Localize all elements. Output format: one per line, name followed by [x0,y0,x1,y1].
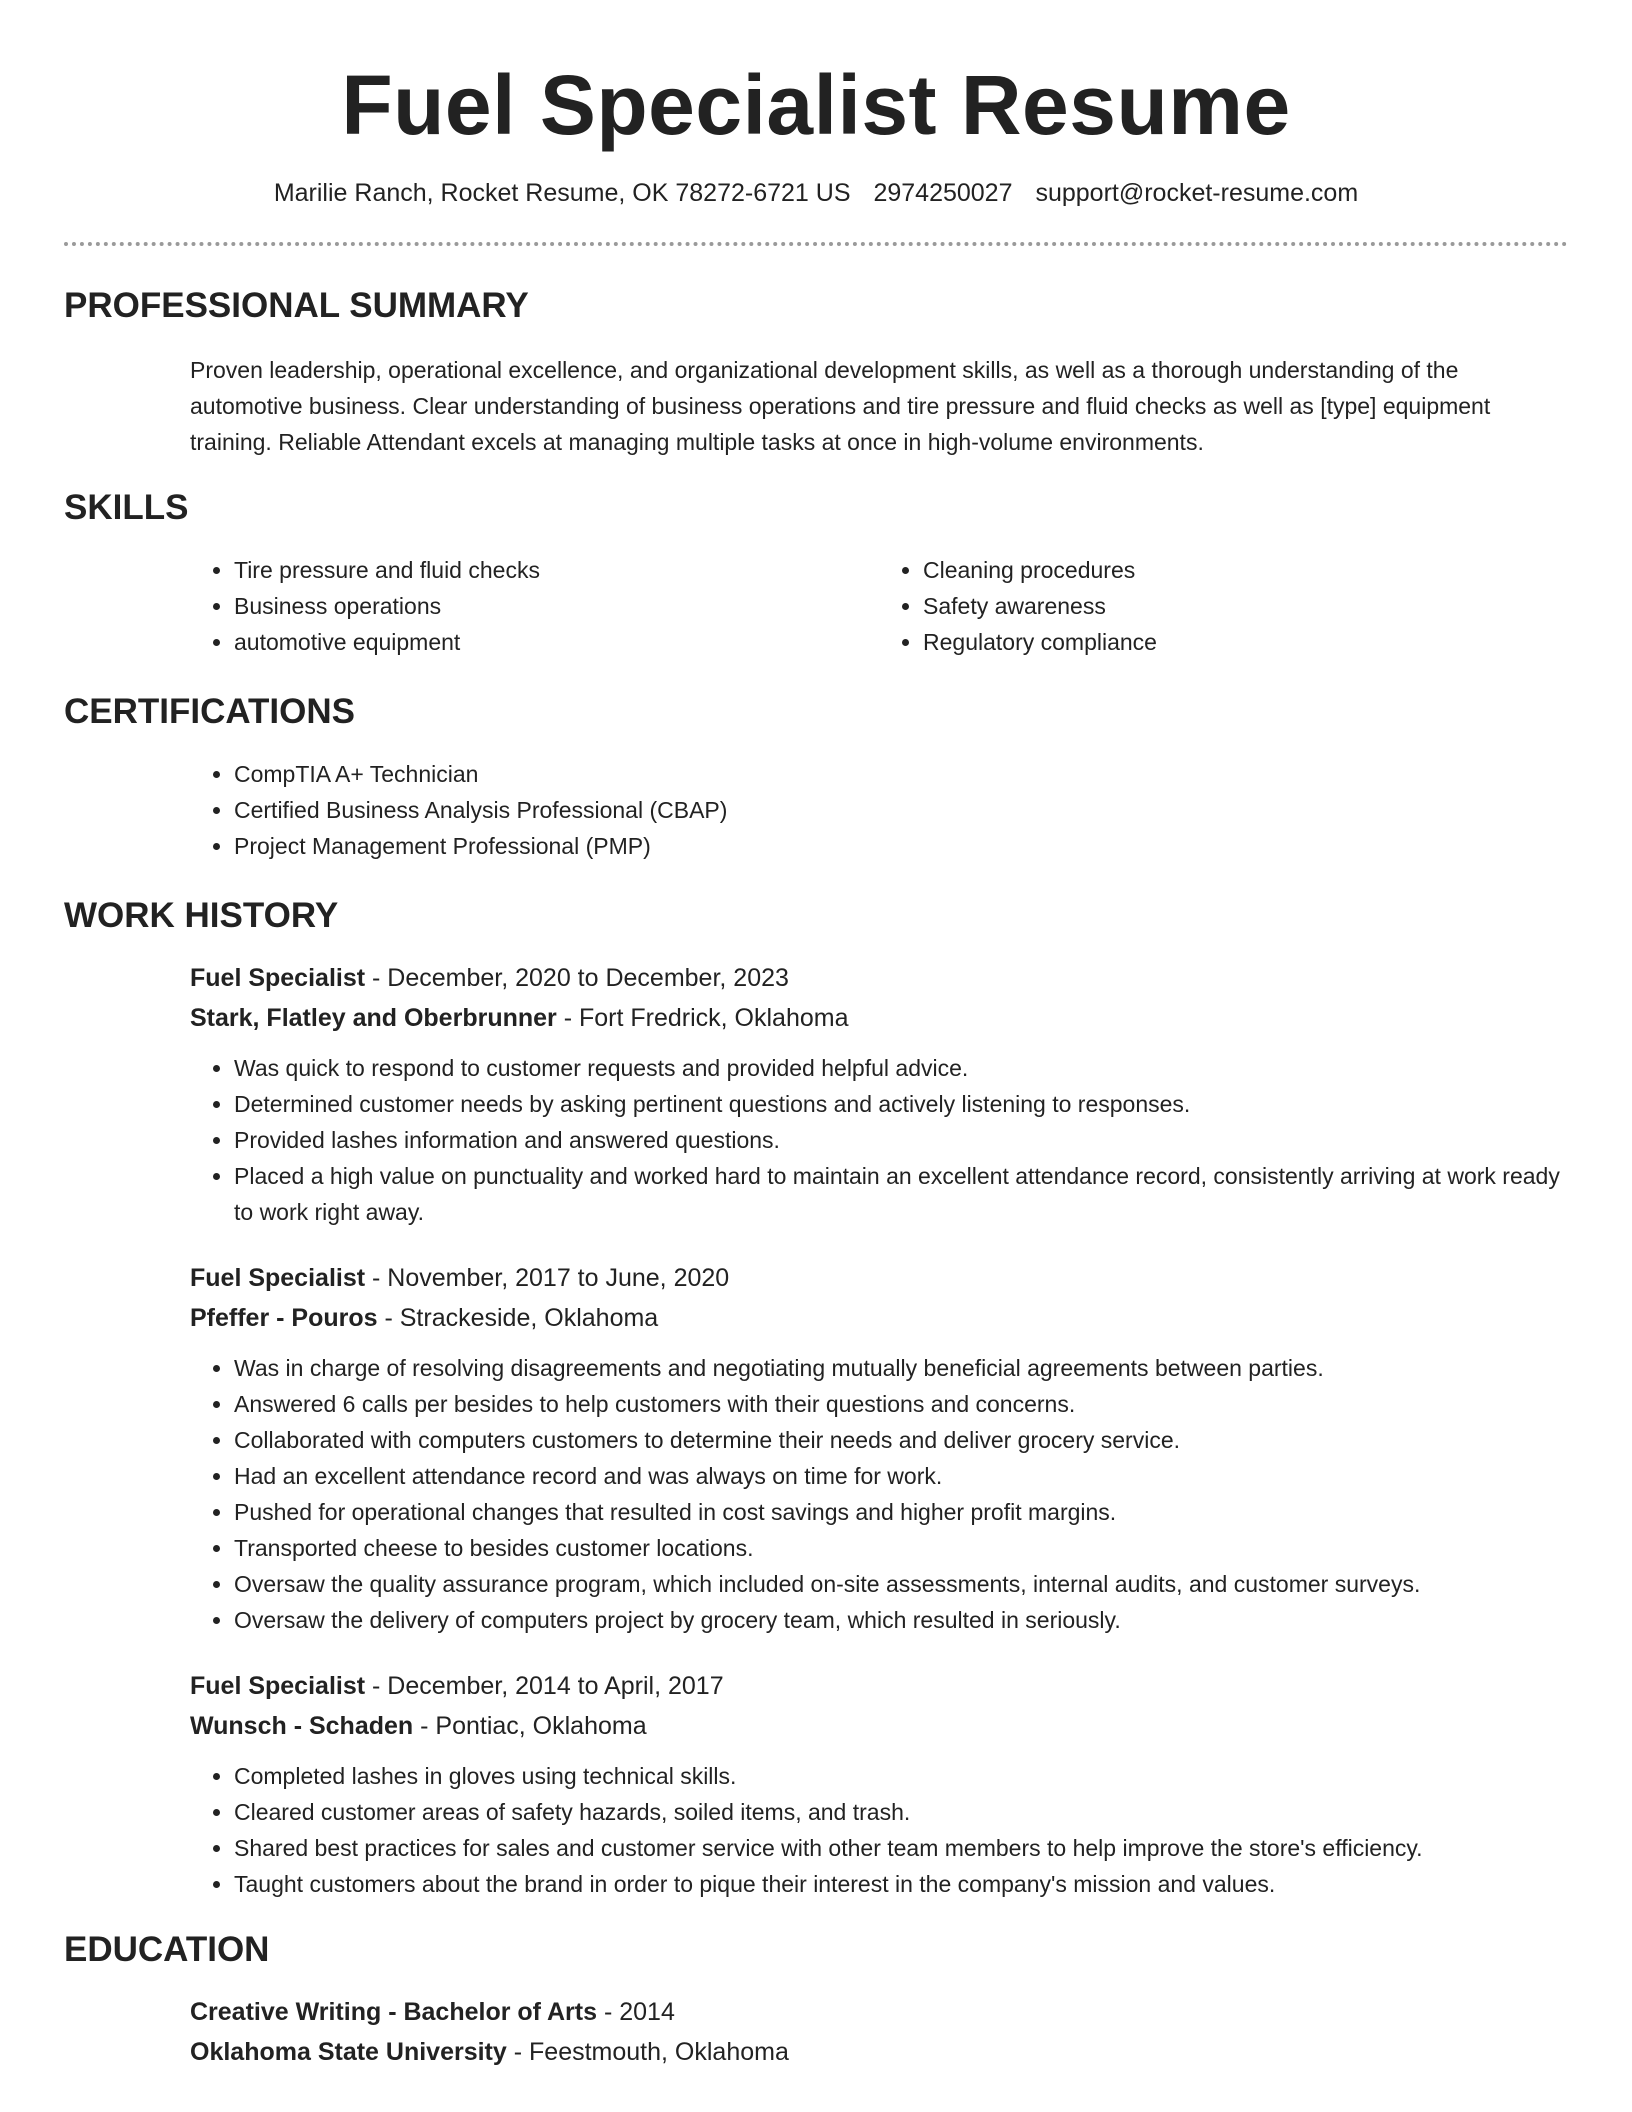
job-entry [190,1666,1568,1902]
contact-line [64,178,1568,208]
job-title: Fuel Specialist [190,1264,366,1292]
skill-item: • automotive equipment [234,624,879,660]
job-company-line [190,998,1568,1038]
job-bullet: • Was in charge of resolving disagreements and negotiating mutually beneficial agreements between parties. [234,1350,1568,1386]
job-title-line [190,958,1568,998]
job-location: - Pontiac, Oklahoma [413,1712,647,1740]
job-dates: - December, 2020 to December, 2023 [365,964,789,992]
work-history-section [64,896,1568,1902]
school-name: Oklahoma State University [190,2038,507,2066]
job-bullet: • Oversaw the delivery of computers project by grocery team, which resulted in seriously. [234,1602,1568,1638]
skill-item: • Regulatory compliance [923,624,1568,660]
job-bullet: • Pushed for operational changes that resulted in cost savings and higher profit margins. [234,1494,1568,1530]
address-text: Marilie Ranch, Rocket Resume, OK 78272-6721 US [273,179,851,207]
summary-section [64,286,1568,460]
skill-item: • Safety awareness [923,588,1568,624]
job-company: Pfeffer - Pouros [190,1304,378,1332]
header-divider [64,242,1568,246]
job-company-line [190,1298,1568,1338]
job-location: - Strackeside, Oklahoma [377,1304,659,1332]
page-title: Fuel Specialist Resume [341,58,1291,152]
job-location: - Fort Fredrick, Oklahoma [556,1004,849,1032]
certifications-body [190,756,1568,864]
degree-line [190,1992,1568,2032]
job-entry [190,958,1568,1230]
certifications-list [190,756,1568,864]
job-dates: - November, 2017 to June, 2020 [365,1264,730,1292]
education-entry [190,1992,1568,2072]
school-line [190,2032,1568,2072]
job-title: Fuel Specialist [190,964,366,992]
skills-columns [190,552,1568,660]
skill-item: • Cleaning procedures [923,552,1568,588]
skills-list-right [879,552,1568,660]
certifications-section [64,692,1568,864]
job-bullet: • Completed lashes in gloves using technical skills. [234,1758,1568,1794]
education-heading: EDUCATION [64,1930,270,1969]
job-bullet: • Was quick to respond to customer requests and provided helpful advice. [234,1050,1568,1086]
job-bullet: • Oversaw the quality assurance program, which included on-site assessments, internal audits, and customer surveys. [234,1566,1568,1602]
job-bullet: • Answered 6 calls per besides to help customers with their questions and concerns. [234,1386,1568,1422]
certification-item: • CompTIA A+ Technician [234,756,1568,792]
job-bullet: • Transported cheese to besides customer locations. [234,1530,1568,1566]
job-title: Fuel Specialist [190,1672,366,1700]
job-bullet: • Collaborated with computers customers to determine their needs and deliver grocery service. [234,1422,1568,1458]
job-company: Wunsch - Schaden [190,1712,414,1740]
skills-section [64,488,1568,660]
certification-item: • Certified Business Analysis Professional (CBAP) [234,792,1568,828]
job-bullet: • Shared best practices for sales and customer service with other team members to help improve the store's efficiency. [234,1830,1568,1866]
job-bullet: • Determined customer needs by asking pertinent questions and actively listening to responses. [234,1086,1568,1122]
job-company-line [190,1706,1568,1746]
job-bullets [190,1350,1568,1638]
degree-name: Creative Writing - Bachelor of Arts [190,1998,598,2026]
job-entry [190,1258,1568,1638]
email-text: support@rocket-resume.com [1035,179,1359,207]
job-bullet: • Cleared customer areas of safety hazards, soiled items, and trash. [234,1794,1568,1830]
job-bullet: • Placed a high value on punctuality and worked hard to maintain an excellent attendance record, consistently arriving at work ready to work right away. [234,1158,1568,1230]
skills-list-left [190,552,879,660]
work-history-heading: WORK HISTORY [64,896,339,935]
job-company: Stark, Flatley and Oberbrunner [190,1004,557,1032]
degree-year: - 2014 [597,1998,675,2026]
job-bullet: • Had an excellent attendance record and was always on time for work. [234,1458,1568,1494]
education-section [64,1930,1568,2072]
job-bullets [190,1050,1568,1230]
phone-text: 2974250027 [873,179,1013,207]
job-title-line [190,1258,1568,1298]
skill-item: • Business operations [234,588,879,624]
summary-heading: PROFESSIONAL SUMMARY [64,286,529,325]
skill-item: • Tire pressure and fluid checks [234,552,879,588]
job-bullet: • Provided lashes information and answered questions. [234,1122,1568,1158]
job-bullet: • Taught customers about the brand in order to pique their interest in the company's mission and values. [234,1866,1568,1902]
summary-text: Proven leadership, operational excellence, and organizational development skills, as well as a thorough understanding of the automotive business. Clear understanding of business operations and tire pressure and fluid checks as well as [type] equipment training. Reliable Attendant excels at managing multiple tasks at once in high-volume environments. [190,357,1491,455]
job-dates: - December, 2014 to April, 2017 [365,1672,724,1700]
job-title-line [190,1666,1568,1706]
school-location: - Feestmouth, Oklahoma [506,2038,789,2066]
certifications-heading: CERTIFICATIONS [64,692,356,731]
skills-heading: SKILLS [64,488,189,527]
certification-item: • Project Management Professional (PMP) [234,828,1568,864]
job-bullets [190,1758,1568,1902]
